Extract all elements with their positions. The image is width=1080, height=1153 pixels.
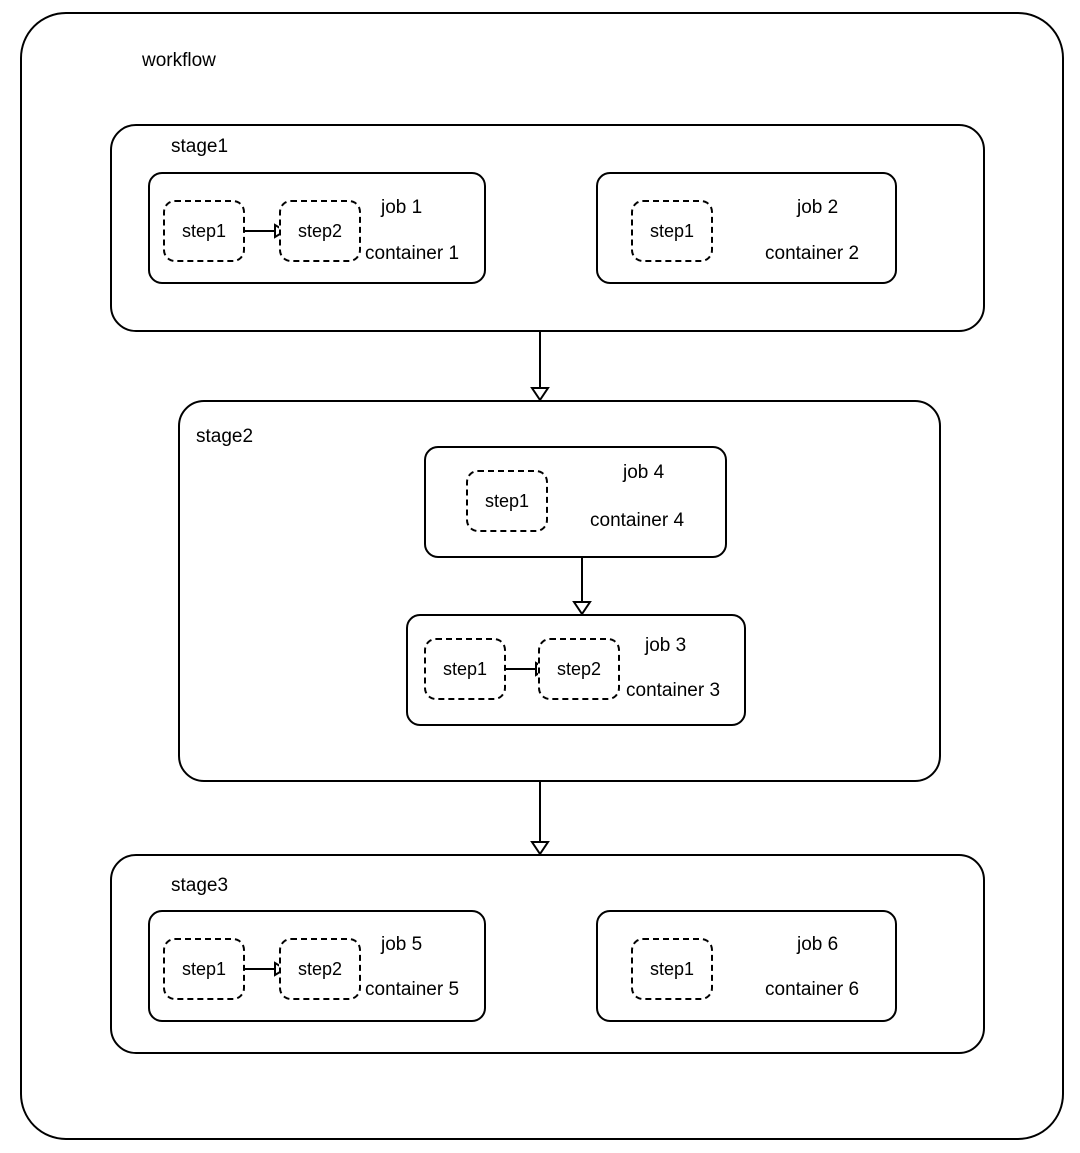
- container-label-container-1: container 1: [365, 243, 460, 264]
- container-label-container-5: container 5: [365, 979, 460, 1000]
- step-label: step2: [297, 220, 343, 241]
- step-label: step1: [442, 658, 488, 679]
- step-box-job5-step1: [163, 938, 245, 1000]
- job-label-job-6: job 6: [797, 934, 839, 955]
- job-label-job-4: job 4: [623, 462, 665, 483]
- step-box-job3-step2: [538, 638, 620, 700]
- step-box-job5-step2: [279, 938, 361, 1000]
- step-box-job4-step1: [466, 470, 548, 532]
- step-box-job6-step1: [631, 938, 713, 1000]
- step-box-job3-step1: [424, 638, 506, 700]
- arrow-stage2-to-stage3: [528, 782, 552, 854]
- container-label-container-2: container 2: [765, 243, 860, 264]
- container-label-container-4: container 4: [590, 510, 685, 531]
- step-label: step1: [181, 220, 227, 241]
- step-box-job1-step1: [163, 200, 245, 262]
- job-label-job-1: job 1: [381, 197, 423, 218]
- workflow-label: workflow: [142, 50, 216, 71]
- step-box-job2-step1: [631, 200, 713, 262]
- step-box-job1-step2: [279, 200, 361, 262]
- job-label-job-5: job 5: [381, 934, 423, 955]
- arrow-stage1-to-stage2: [528, 332, 552, 400]
- stage1-label: stage1: [171, 136, 229, 157]
- job-label-job-2: job 2: [797, 197, 839, 218]
- step-label: step1: [649, 220, 695, 241]
- arrow-job4-to-job3: [570, 558, 594, 614]
- stage3-label: stage3: [171, 875, 229, 896]
- step-label: step2: [297, 958, 343, 979]
- step-label: step1: [484, 490, 530, 511]
- step-label: step1: [649, 958, 695, 979]
- stage2-label: stage2: [196, 426, 254, 447]
- step-label: step1: [181, 958, 227, 979]
- container-label-container-6: container 6: [765, 979, 860, 1000]
- step-label: step2: [556, 658, 602, 679]
- job-label-job-3: job 3: [645, 635, 687, 656]
- container-label-container-3: container 3: [626, 680, 721, 701]
